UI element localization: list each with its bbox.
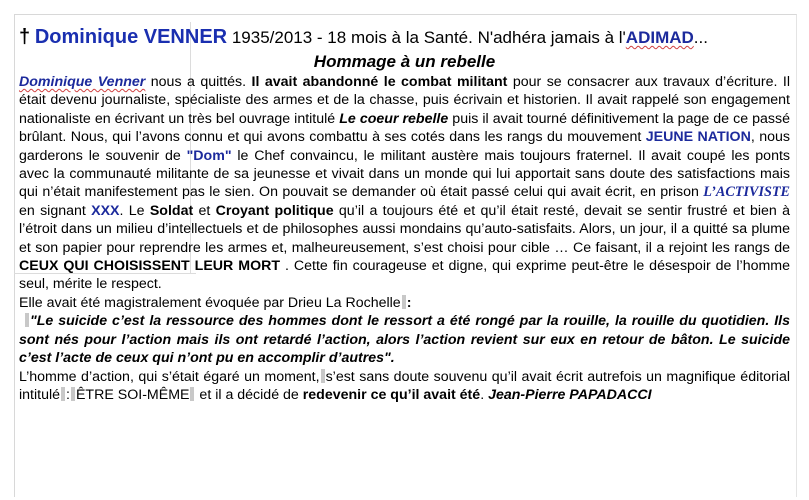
activiste-title: L’ACTIVISTE [703,184,790,201]
header-name: Dominique VENNER [34,26,228,48]
signature: Jean-Pierre PAPADACCI [488,386,652,403]
paragraph-3 [19,368,790,405]
p1-text-b: pour se consacrer aux travaux d’écriture. Il était devenu journaliste, spécialiste des armes et de la chasse, puis écrivain et historien. Il avait rappelé son engagement nationaliste en écrivant un très bel ouvrage intitulé [19,74,791,127]
p3-text-d: . [480,386,489,403]
xxx-signature: XXX [91,202,120,219]
p1-text-c: puis il avait tourné définitivement la page de ce passé brûlant. Nous, qui l’avons connu et qui avons combattu à ses cotés dans les rangs du mouvement [19,110,790,146]
p1-text-i: qu’il a toujours été et qu’il était resté, devait se sentir frustré et bien à l’étroit dans un milieu d’intellectuels et de philosophes aussi mondains qu’auto-satisfaits. Alors, un jour, il a quitté sa plume et son papier pour reprendre les armes et, malheureusement, s’est choisi pour cible … Ce faisant, il a rejoint les rangs de [19,202,791,256]
article-title: Hommage à un rebelle [313,52,496,71]
paragraph-1 [19,73,790,294]
p2-colon: : [406,294,412,311]
format-mark-icon [190,387,194,401]
ceux-qui-choisissent: CEUX QUI CHOISISSENT LEUR MORT [19,258,281,275]
soldat-word: Soldat [149,202,194,219]
p1-text-g: . Le [119,202,150,219]
format-mark-icon [61,387,65,401]
adimad-link[interactable]: ADIMAD [625,28,694,47]
croyant-politique: Croyant politique [215,202,334,219]
dom-nickname: "Dom" [186,147,232,164]
cross-icon: † [19,26,31,48]
p3-text-b: s’est sans doute souvenu qu’il avait écrit autrefois un magnifique éditorial intitulé [19,368,790,403]
format-mark-icon [321,369,325,383]
p1-text-e: le Chef convaincu, le militant austère mais toujours fraternel. Il avait coupé les ponts avec la communauté militante de sa jeunesse et vivait dans un monde qui lui apportait sans doute des satisfactions mais qui n’était manifestement pas le sien. On pouvait se demander où était passé celui qui avait écrit, en prison [19,147,790,201]
header-line [19,24,790,51]
header-ellipsis: ... [693,28,708,47]
document-body [19,24,790,404]
p3-text-a: L’homme d’action, qui s’était égaré un moment, [19,368,320,385]
p1-text-h: et [193,202,216,219]
p2-text: Elle avait été magistralement évoquée par Drieu La Rochelle [19,294,401,311]
etre-soi-meme: ÊTRE SOI-MÊME [75,386,190,403]
quote-paragraph [19,312,790,367]
paragraph-2 [19,294,790,312]
drieu-quote: "Le suicide c’est la ressource des hommes dont le ressort a été rongé par la rouille, la rouille du quotidien. Ils sont nés pour l’action mais ils ont retardé l’action, alors l’action revient sur eux en retour de bâton. Le suicide c’est l’acte de ceux qui n’ont pu en accomplir d’autres". [19,313,790,367]
p1-text-j: . Cette fin courageuse et digne, qui exprime peut-être le désespoir de l’homme seul, mérite le respect. [19,258,790,293]
format-mark-icon [402,295,406,309]
p1-bold-a: Il avait abandonné le combat militant [251,74,508,90]
p1-text-f: en signant [19,202,92,219]
p1-text-a: nous a quittés. [145,74,252,90]
p3-bold: redevenir ce qu’il avait été [302,386,481,403]
format-mark-icon [71,387,75,401]
author-name: Dominique Venner [19,74,146,90]
header-text: 1935/2013 - 18 mois à la Santé. N'adhéra jamais à l' [231,28,626,47]
p3-colon: : [66,386,70,403]
p3-text-c: et il a décidé de [195,386,303,403]
p1-text-d: , nous garderons le souvenir de [19,129,790,164]
book-title: Le coeur rebelle [339,110,449,127]
jeune-nation: JEUNE NATION [645,129,751,146]
format-mark-icon [25,313,29,327]
